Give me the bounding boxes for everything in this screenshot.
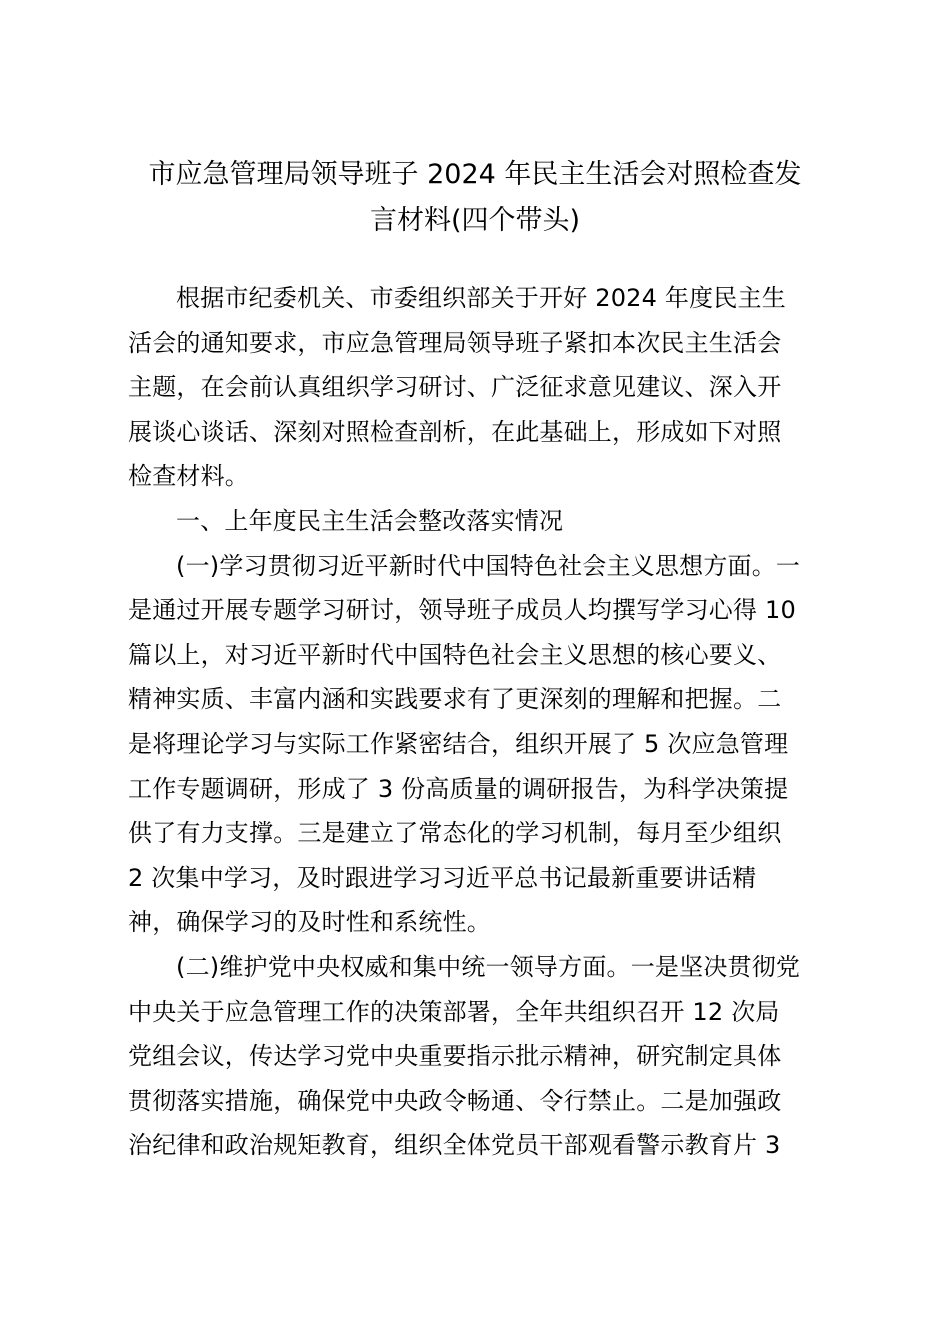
paragraph-authority-line: (二)维护党中央权威和集中统一领导方面。一是坚决贯彻党 <box>176 952 801 981</box>
paragraph-authority-line: 治纪律和政治规矩教育，组织全体党员干部观看警示教育片 3 <box>128 1131 781 1160</box>
paragraph-study-line: 2 次集中学习，及时跟进学习习近平总书记最新重要讲话精 <box>128 863 757 892</box>
paragraph-authority-line: 党组会议，传达学习党中央重要指示批示精神，研究制定具体 <box>128 1042 782 1071</box>
title-line-2: 言材料(四个带头) <box>369 205 581 236</box>
paragraph-study-line: 是通过开展专题学习研讨，领导班子成员人均撰写学习心得 10 <box>128 596 796 625</box>
title-line-1: 市应急管理局领导班子 2024 年民主生活会对照检查发 <box>148 159 802 190</box>
paragraph-intro-line: 主题，在会前认真组织学习研讨、广泛征求意见建议、深入开 <box>128 373 782 402</box>
document-body <box>128 276 828 1168</box>
paragraph-study-line: 是将理论学习与实际工作紧密结合，组织开展了 5 次应急管理 <box>128 729 789 758</box>
paragraph-intro-line: 根据市纪委机关、市委组织部关于开好 2024 年度民主生 <box>176 284 786 312</box>
paragraph-intro-line: 展谈心谈话、深刻对照检查剖析，在此基础上，形成如下对照 <box>128 417 782 446</box>
paragraph-study-line: 供了有力支撑。三是建立了常态化的学习机制，每月至少组织 <box>128 819 782 848</box>
section-heading: 一、上年度民主生活会整改落实情况 <box>176 506 564 535</box>
document-title <box>100 152 850 244</box>
paragraph-intro-line: 活会的通知要求，市应急管理局领导班子紧扣本次民主生活会 <box>128 328 782 357</box>
paragraph-study-line: 精神实质、丰富内涵和实践要求有了更深刻的理解和把握。二 <box>128 685 782 714</box>
paragraph-study-line: 神，确保学习的及时性和系统性。 <box>128 908 491 937</box>
paragraph-study-line: (一)学习贯彻习近平新时代中国特色社会主义思想方面。一 <box>176 551 801 580</box>
paragraph-authority-line: 贯彻落实措施，确保党中央政令畅通、令行禁止。二是加强政 <box>128 1086 782 1115</box>
paragraph-study-line: 工作专题调研，形成了 3 份高质量的调研报告，为科学决策提 <box>128 774 789 803</box>
paragraph-authority-line: 中央关于应急管理工作的决策部署，全年共组织召开 12 次局 <box>128 997 780 1026</box>
paragraph-study-line: 篇以上，对习近平新时代中国特色社会主义思想的核心要义、 <box>128 640 782 669</box>
paragraph-intro-line: 检查材料。 <box>128 462 249 491</box>
